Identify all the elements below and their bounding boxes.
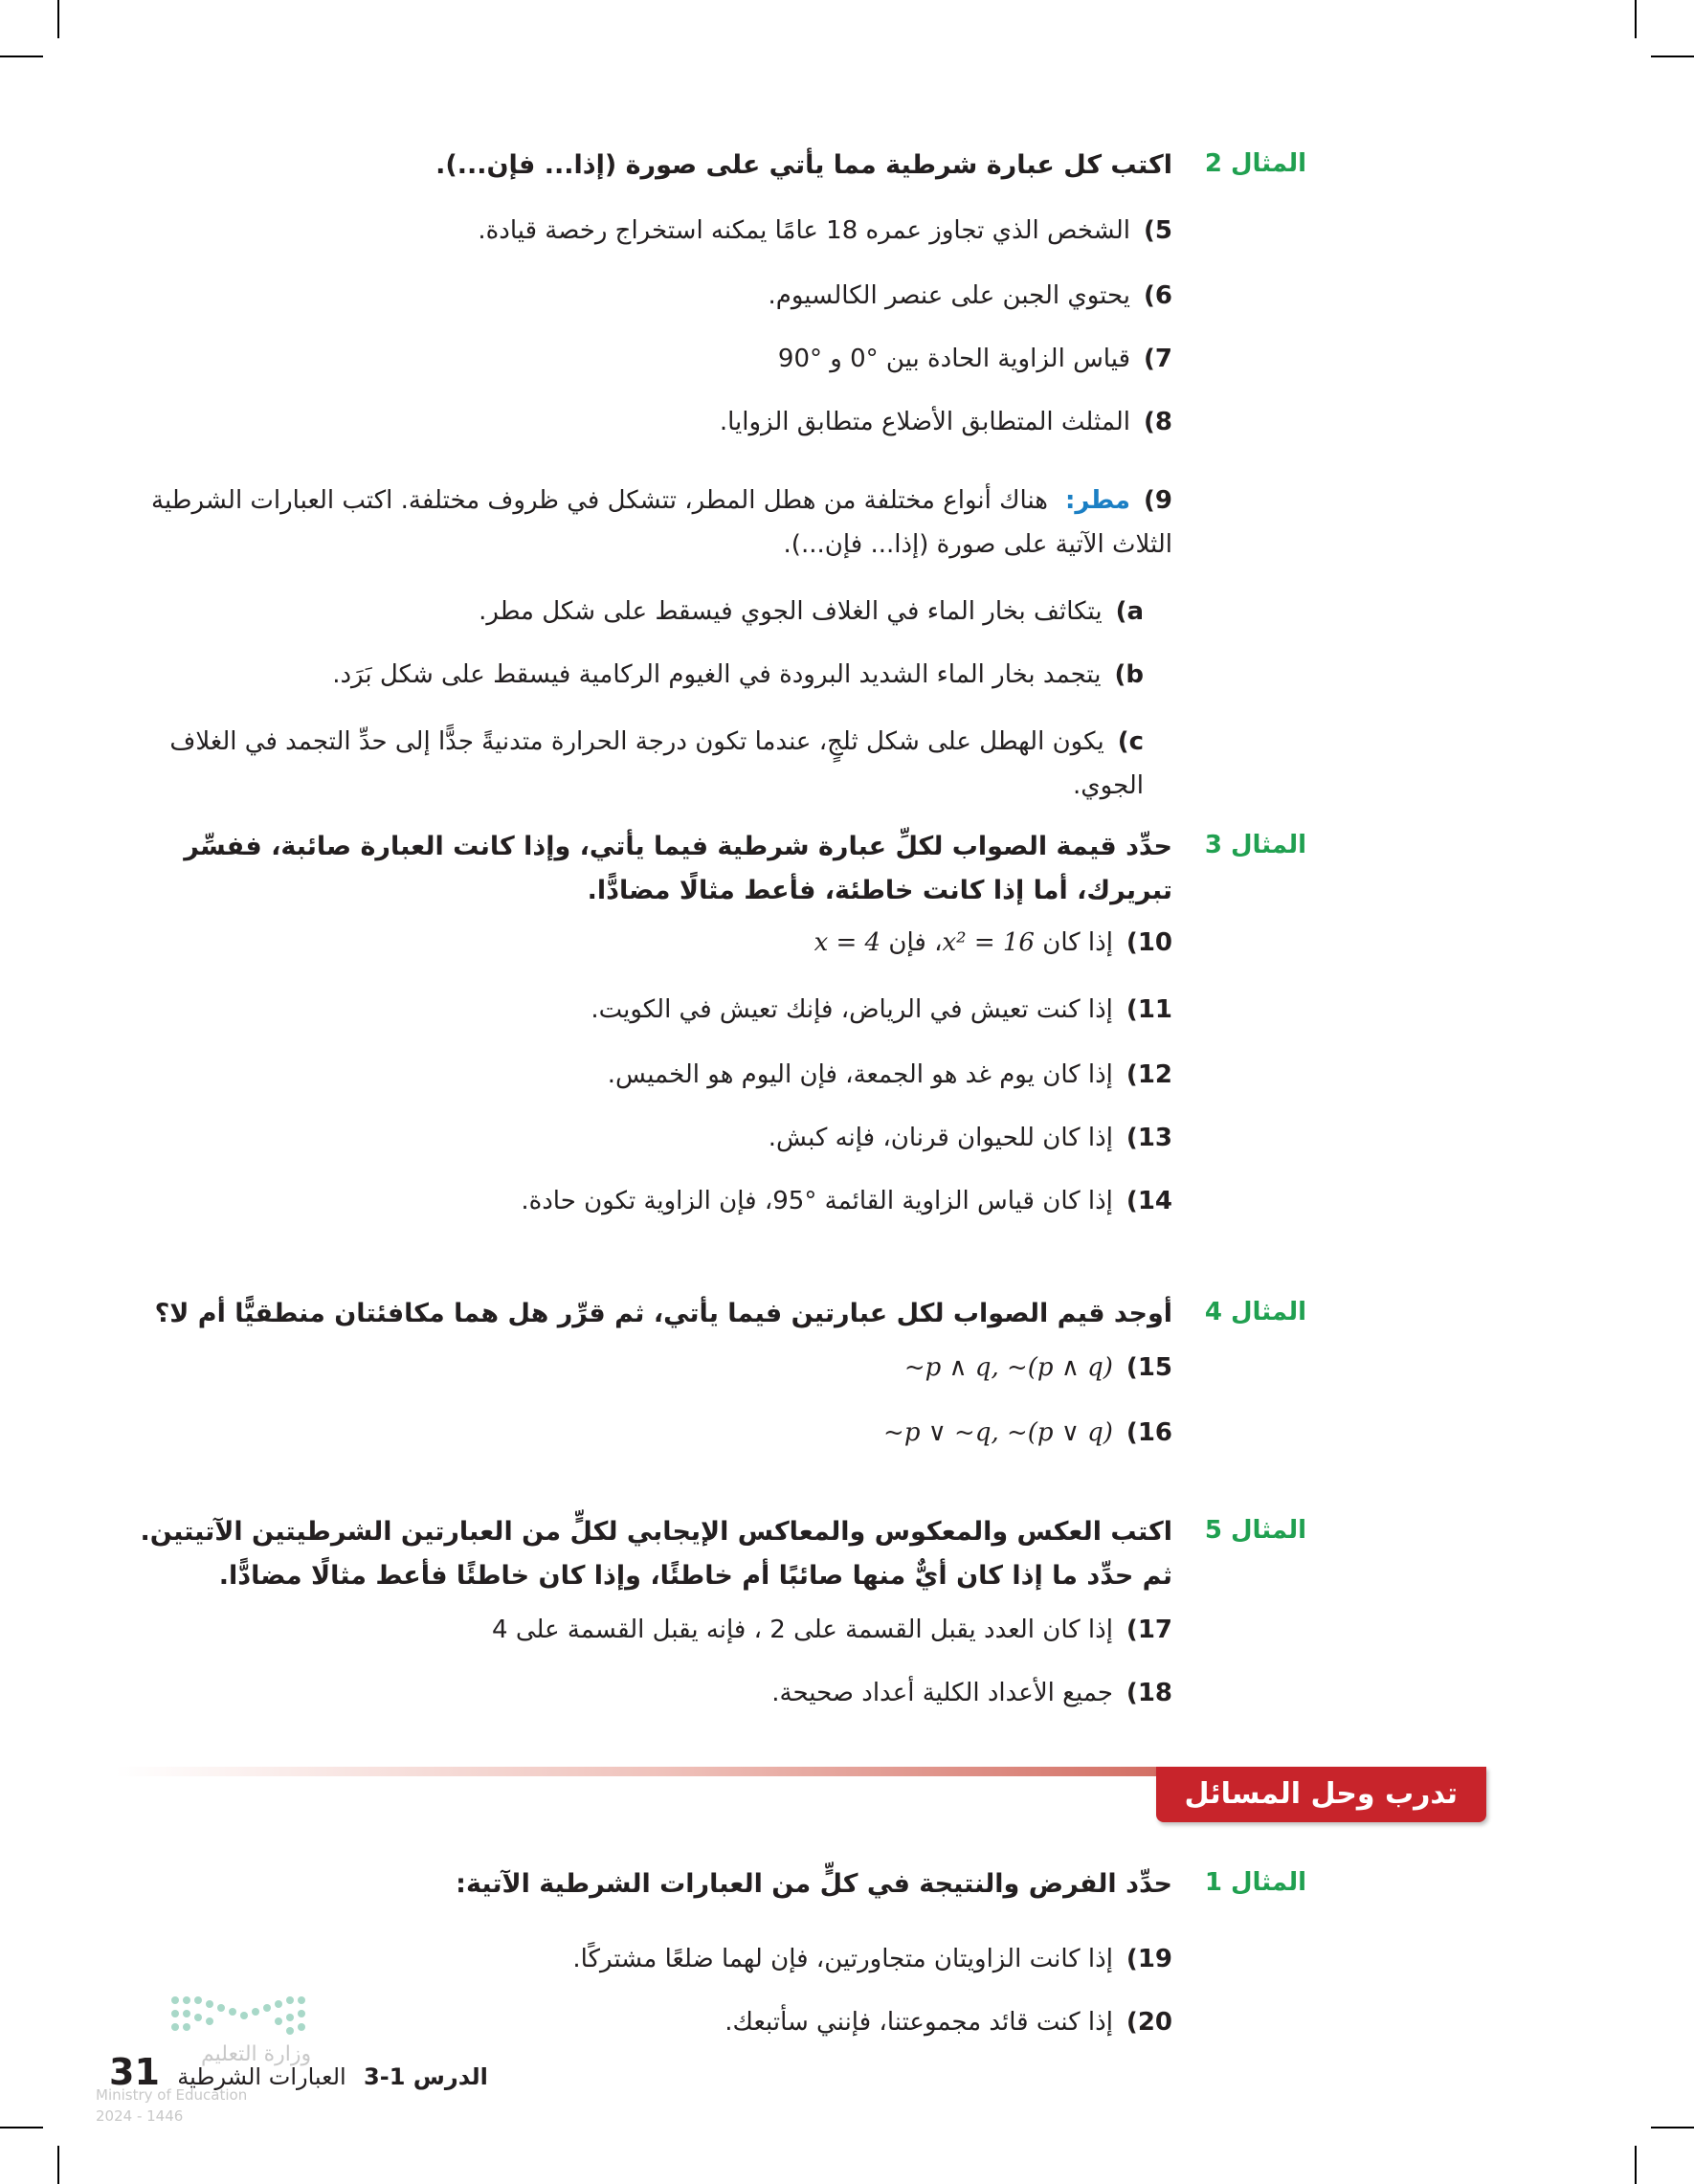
example-5-label: المثال 5 (1204, 1516, 1306, 1545)
crop-mark (57, 2146, 59, 2184)
exercise-9c (110, 720, 1144, 808)
exercise-text: ، فإن (888, 928, 943, 957)
sub-text: يكون الهطل على شكل ثلجٍ، عندما تكون درجة الحرارة متدنيةً جدًّا إلى حدِّ التجمد في الغلاف الجوي. (169, 727, 1144, 800)
exercise-number: 17) (1126, 1616, 1172, 1644)
exercise-text: الشخص الذي تجاوز عمره 18 عامًا يمكنه استخراج رخصة قيادة. (478, 216, 1131, 245)
page-footer (96, 2051, 488, 2093)
exercise-8 (110, 400, 1172, 444)
exercise-text: إذا كان العدد يقبل القسمة على 2 ، فإنه يقبل القسمة على 4 (492, 1616, 1113, 1644)
page-number: 31 (109, 2051, 160, 2093)
example-4-instruction: أوجد قيم الصواب لكل عبارتين فيما يأتي، ثم قرِّر هل هما مكافئتان منطقيًّا أم لا؟ (154, 1299, 1172, 1328)
exercise-number: 14) (1126, 1187, 1172, 1215)
ministry-dots-icon (167, 1991, 321, 2039)
crop-mark (0, 2127, 43, 2128)
exercise-number: 5) (1144, 216, 1172, 245)
sub-text: يتجمد بخار الماء الشديد البرودة في الغيوم الركامية فيسقط على شكل بَرَد. (332, 660, 1102, 689)
lesson-title: العبارات الشرطية (177, 2063, 346, 2090)
exercise-10 (110, 921, 1172, 965)
example-5-instruction: اكتب العكس والمعكوس والمعاكس الإيجابي لكلٍّ من العبارتين الشرطيتين الآتيتين. ثم حدِّد ما إذا كان أيٌّ منها صائبًا أم خاطئًا، وإذا كان خاطئًا فأعط مثالًا مضادًّا. (140, 1517, 1172, 1591)
example-2-label: المثال 2 (1204, 149, 1306, 178)
exercise-7 (110, 337, 1172, 381)
exercise-text: المثلث المتطابق الأضلاع متطابق الزوايا. (719, 408, 1131, 436)
logic-expression: ~p ∧ q, ~(p ∧ q) (903, 1353, 1113, 1382)
exercise-number: 6) (1144, 281, 1172, 310)
exercise-19 (110, 1937, 1172, 1981)
exercise-18 (110, 1671, 1172, 1715)
exercise-text: قياس الزاوية الحادة بين °0 و °90 (777, 345, 1131, 373)
exercise-5 (110, 209, 1172, 253)
exercise-number: 9) (1144, 486, 1172, 515)
exercise-16 (110, 1411, 1172, 1455)
exercise-number: 13) (1126, 1124, 1172, 1152)
exercise-text: إذا كنت قائد مجموعتنا، فإنني سأتبعك. (724, 2008, 1113, 2037)
exercise-text: إذا كانت الزاويتان متجاورتين، فإن لهما ضلعًا مشتركًا. (572, 1945, 1113, 1973)
exercise-9b (110, 653, 1144, 697)
crop-mark (0, 56, 43, 57)
crop-mark (1651, 2127, 1694, 2128)
exercise-text: جميع الأعداد الكلية أعداد صحيحة. (771, 1679, 1113, 1707)
exercise-text: إذا كنت تعيش في الرياض، فإنك تعيش في الكويت. (591, 995, 1113, 1024)
example-3-instruction: حدِّد قيمة الصواب لكلِّ عبارة شرطية فيما يأتي، وإذا كانت العبارة صائبة، ففسِّر تبريرك، أما إذا كانت خاطئة، فأعط مثالًا مضادًّا. (184, 832, 1172, 905)
crop-mark (1635, 2146, 1637, 2184)
sub-letter: b) (1114, 660, 1144, 689)
exercise-text: إذا كان (1042, 928, 1113, 957)
exercise-9a (110, 590, 1144, 634)
exercise-6 (110, 274, 1172, 318)
practice-heading: تدرب وحل المسائل (1156, 1767, 1486, 1822)
exercise-11 (110, 988, 1172, 1032)
rain-keyword: مطر: (1065, 486, 1131, 515)
example-2-instruction: اكتب كل عبارة شرطية مما يأتي على صورة (إذا... فإن...). (435, 150, 1172, 180)
crop-mark (1635, 0, 1637, 38)
edition-year: 2024 - 1446 (96, 2107, 184, 2125)
exercise-14 (110, 1179, 1172, 1223)
exercise-number: 18) (1126, 1679, 1172, 1707)
exercise-15 (110, 1346, 1172, 1390)
ministry-name-en: Ministry of Education (96, 2086, 248, 2104)
example-4-label: المثال 4 (1204, 1298, 1306, 1326)
exercise-9 (110, 479, 1172, 567)
exercise-number: 19) (1126, 1945, 1172, 1973)
exercise-number: 20) (1126, 2008, 1172, 2037)
sub-text: يتكاثف بخار الماء في الغلاف الجوي فيسقط على شكل مطر. (479, 597, 1103, 626)
exercise-text: إذا كان قياس الزاوية القائمة °95، فإن الزاوية تكون حادة. (521, 1187, 1113, 1215)
logic-expression: ~p ∨ ~q, ~(p ∨ q) (883, 1418, 1113, 1447)
exercise-text: إذا كان يوم غد هو الجمعة، فإن اليوم هو الخميس. (607, 1060, 1113, 1089)
exercise-number: 8) (1144, 408, 1172, 436)
practice-instruction: حدِّد الفرض والنتيجة في كلٍّ من العبارات الشرطية الآتية: (456, 1869, 1172, 1899)
exercise-number: 11) (1126, 995, 1172, 1024)
crop-mark (1651, 56, 1694, 57)
equation: x² = 16 (942, 928, 1035, 957)
crop-mark (57, 0, 59, 38)
ministry-name-ar: وزارة التعليم (201, 2042, 312, 2066)
lesson-number: الدرس 1-3 (364, 2063, 488, 2090)
sub-letter: a) (1115, 597, 1144, 626)
equation: x = 4 (814, 928, 881, 957)
exercise-12 (110, 1053, 1172, 1097)
exercise-17 (110, 1608, 1172, 1652)
exercise-13 (110, 1116, 1172, 1160)
exercise-number: 10) (1126, 928, 1172, 957)
exercise-text: هناك أنواع مختلفة من هطل المطر، تتشكل في ظروف مختلفة. اكتب العبارات الشرطية الثلاث الآتية على صورة (إذا... فإن...). (151, 486, 1172, 559)
exercise-text: يحتوي الجبن على عنصر الكالسيوم. (768, 281, 1131, 310)
example-3-label: المثال 3 (1204, 831, 1306, 859)
example-1-label: المثال 1 (1204, 1868, 1306, 1897)
exercise-text: إذا كان للحيوان قرنان، فإنه كبش. (768, 1124, 1113, 1152)
exercise-number: 7) (1144, 345, 1172, 373)
exercise-number: 15) (1126, 1353, 1172, 1382)
exercise-number: 16) (1126, 1418, 1172, 1447)
exercise-number: 12) (1126, 1060, 1172, 1089)
sub-letter: c) (1117, 727, 1144, 756)
